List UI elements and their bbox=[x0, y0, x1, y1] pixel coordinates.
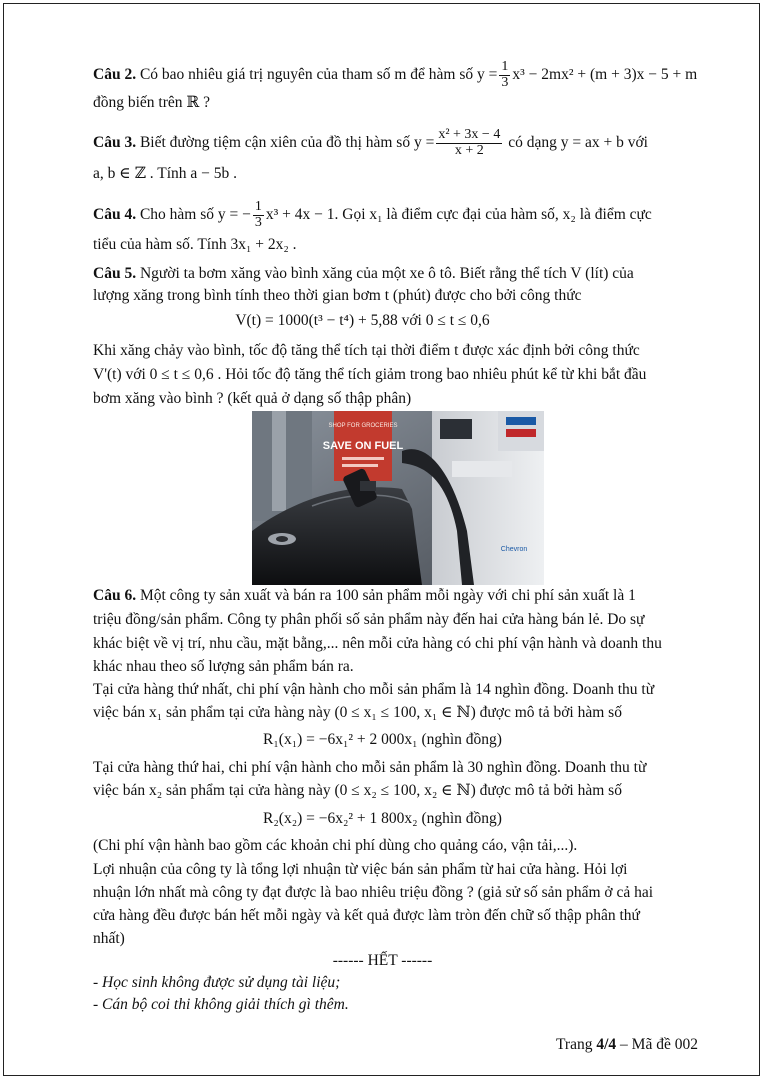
q2-line2: đồng biến trên ℝ ? bbox=[93, 94, 211, 111]
q6-line4: khác nhau theo số lượng sản phẩm bán ra. bbox=[93, 658, 354, 675]
q6-line5: Tại cửa hàng thứ nhất, chi phí vận hành cho mỗi sản phẩm là 14 nghìn đồng. Doanh thu từ bbox=[93, 681, 655, 698]
q4-formula-prefix: y = − bbox=[217, 205, 251, 223]
q3-fraction: $\frac{\text{x² + 3x − 4}}{x + 2}$ bbox=[438, 127, 501, 158]
q6-line2: triệu đồng/sản phẩm. Công ty phân phối số sản phẩm này đến hai cửa hàng bán lẻ. Do sự bbox=[93, 611, 645, 628]
page-footer bbox=[556, 1036, 698, 1054]
q4-fraction: $\frac{1}{3}$ bbox=[254, 199, 262, 230]
q5-label: Câu 5. bbox=[93, 265, 137, 282]
footer-exam-code: – Mã đề 002 bbox=[616, 1036, 698, 1053]
q5-formula: V(t) = 1000(t³ − t⁴) + 5,88 với 0 ≤ t ≤ 0,6 bbox=[235, 312, 490, 329]
footer-page-number: 4/4 bbox=[596, 1036, 617, 1053]
q2-text-a: Có bao nhiêu giá trị nguyên của tham số bbox=[139, 65, 391, 83]
q6-label: Câu 6. bbox=[93, 587, 137, 604]
q6-line9: (Chi phí vận hành bao gồm các khoản chi phí dùng cho quảng cáo, vận tải,...). bbox=[93, 837, 578, 854]
q6-line6: việc bán x₁ sản phẩm tại cửa hàng này (0 ≤ x₁ ≤ 100, x₁ ∈ ℕ) được mô tả bởi hàm số bbox=[93, 704, 622, 721]
photo-sign-top-text: SHOP FOR GROCERIES bbox=[328, 423, 398, 429]
q4-text-b: . Gọi x₁ là điểm cực đại của hàm số, x₂ là điểm cực bbox=[334, 205, 652, 223]
q3-line1 bbox=[93, 128, 648, 158]
q6-line13: nhất) bbox=[93, 930, 125, 947]
q5-line4: V'(t) với 0 ≤ t ≤ 0,6 . Hỏi tốc độ tăng thể tích giảm trong bao nhiêu phút kể từ khi bắt đầu bbox=[93, 366, 647, 383]
q5-line1 bbox=[93, 266, 634, 282]
q6-line11: nhuận lớn nhất mà công ty đạt được là bao nhiêu triệu đồng ? (giả sử số sản phẩm ở cả hai bbox=[93, 884, 654, 901]
q4-line2: tiểu của hàm số. Tính 3x₁ + 2x₂ . bbox=[93, 236, 297, 253]
q4-label: Câu 4. bbox=[93, 205, 137, 223]
q3-formula-prefix: y = bbox=[413, 133, 435, 151]
note-2: - Cán bộ coi thi không giải thích gì thêm. bbox=[93, 996, 349, 1013]
q6-line12: cửa hàng đều được bán hết mỗi ngày và kết quả được làm tròn đến chữ số thập phân thứ bbox=[93, 907, 640, 924]
note-1: - Học sinh không được sử dụng tài liệu; bbox=[93, 974, 341, 991]
q2-param: m bbox=[394, 65, 407, 83]
q6-formula1: R₁(x₁) = −6x₁² + 2 000x₁ (nghìn đồng) bbox=[263, 731, 502, 748]
q2-formula-prefix: y = bbox=[477, 65, 498, 83]
q5-line2: lượng xăng trong bình tính theo thời gian bơm t (phút) được cho bởi công thức bbox=[93, 287, 582, 304]
q2-label: Câu 2. bbox=[93, 65, 137, 83]
q6-line8: việc bán x₂ sản phẩm tại cửa hàng này (0 ≤ x₂ ≤ 100, x₂ ∈ ℕ) được mô tả bởi hàm số bbox=[93, 782, 622, 799]
q6-text: Một công ty sản xuất và bán ra 100 sản phẩm mỗi ngày với chi phí sản xuất là 1 bbox=[139, 587, 636, 604]
q5-line3: Khi xăng chảy vào bình, tốc độ tăng thể tích tại thời điểm t được xác định bởi công thức bbox=[93, 342, 640, 359]
q2-text-b: để hàm số bbox=[410, 65, 474, 83]
q6-line3: khác biệt về vị trí, nhu cầu, mặt bằng,... nên mỗi cửa hàng có chi phí vận hành và doanh thu bbox=[93, 635, 662, 652]
q4-line1 bbox=[93, 200, 652, 230]
q5-line5: bơm xăng vào bình ? (kết quả ở dạng số thập phân) bbox=[93, 390, 412, 407]
q2-formula: x³ − 2mx² + (m + 3)x − 5 + m bbox=[512, 65, 698, 83]
q4-formula: x³ + 4x − 1 bbox=[265, 205, 335, 223]
photo-brand-text: Chevron bbox=[500, 546, 528, 553]
footer-page-prefix: Trang bbox=[556, 1036, 597, 1053]
q5-text: Người ta bơm xăng vào bình xăng của một xe ô tô. Biết rằng thể tích V (lít) của bbox=[139, 265, 634, 282]
q2-fraction: $\frac{1}{3}$ bbox=[501, 59, 509, 90]
fuel-pump-photo bbox=[252, 411, 544, 585]
q2-line1 bbox=[93, 60, 697, 90]
q3-label: Câu 3. bbox=[93, 133, 137, 151]
q6-formula2: R₂(x₂) = −6x₂² + 1 800x₂ (nghìn đồng) bbox=[263, 810, 502, 827]
q6-line7: Tại cửa hàng thứ hai, chi phí vận hành cho mỗi sản phẩm là 30 nghìn đồng. Doanh thu từ bbox=[93, 759, 647, 776]
q3-text-b: có dạng y = ax + b với bbox=[508, 133, 648, 151]
photo-sign-text: SAVE ON FUEL bbox=[322, 440, 404, 452]
q6-line1 bbox=[93, 588, 636, 604]
end-mark: ------ HẾT ------ bbox=[332, 952, 433, 969]
q6-line10: Lợi nhuận của công ty là tổng lợi nhuận từ việc bán sản phẩm từ hai cửa hàng. Hỏi lợi bbox=[93, 861, 628, 878]
q3-line2: a, b ∈ ℤ . Tính a − 5b . bbox=[93, 165, 238, 182]
q4-text-a: Cho hàm số bbox=[139, 205, 215, 223]
q3-text-a: Biết đường tiệm cận xiên của đồ thị hàm số bbox=[139, 133, 411, 151]
